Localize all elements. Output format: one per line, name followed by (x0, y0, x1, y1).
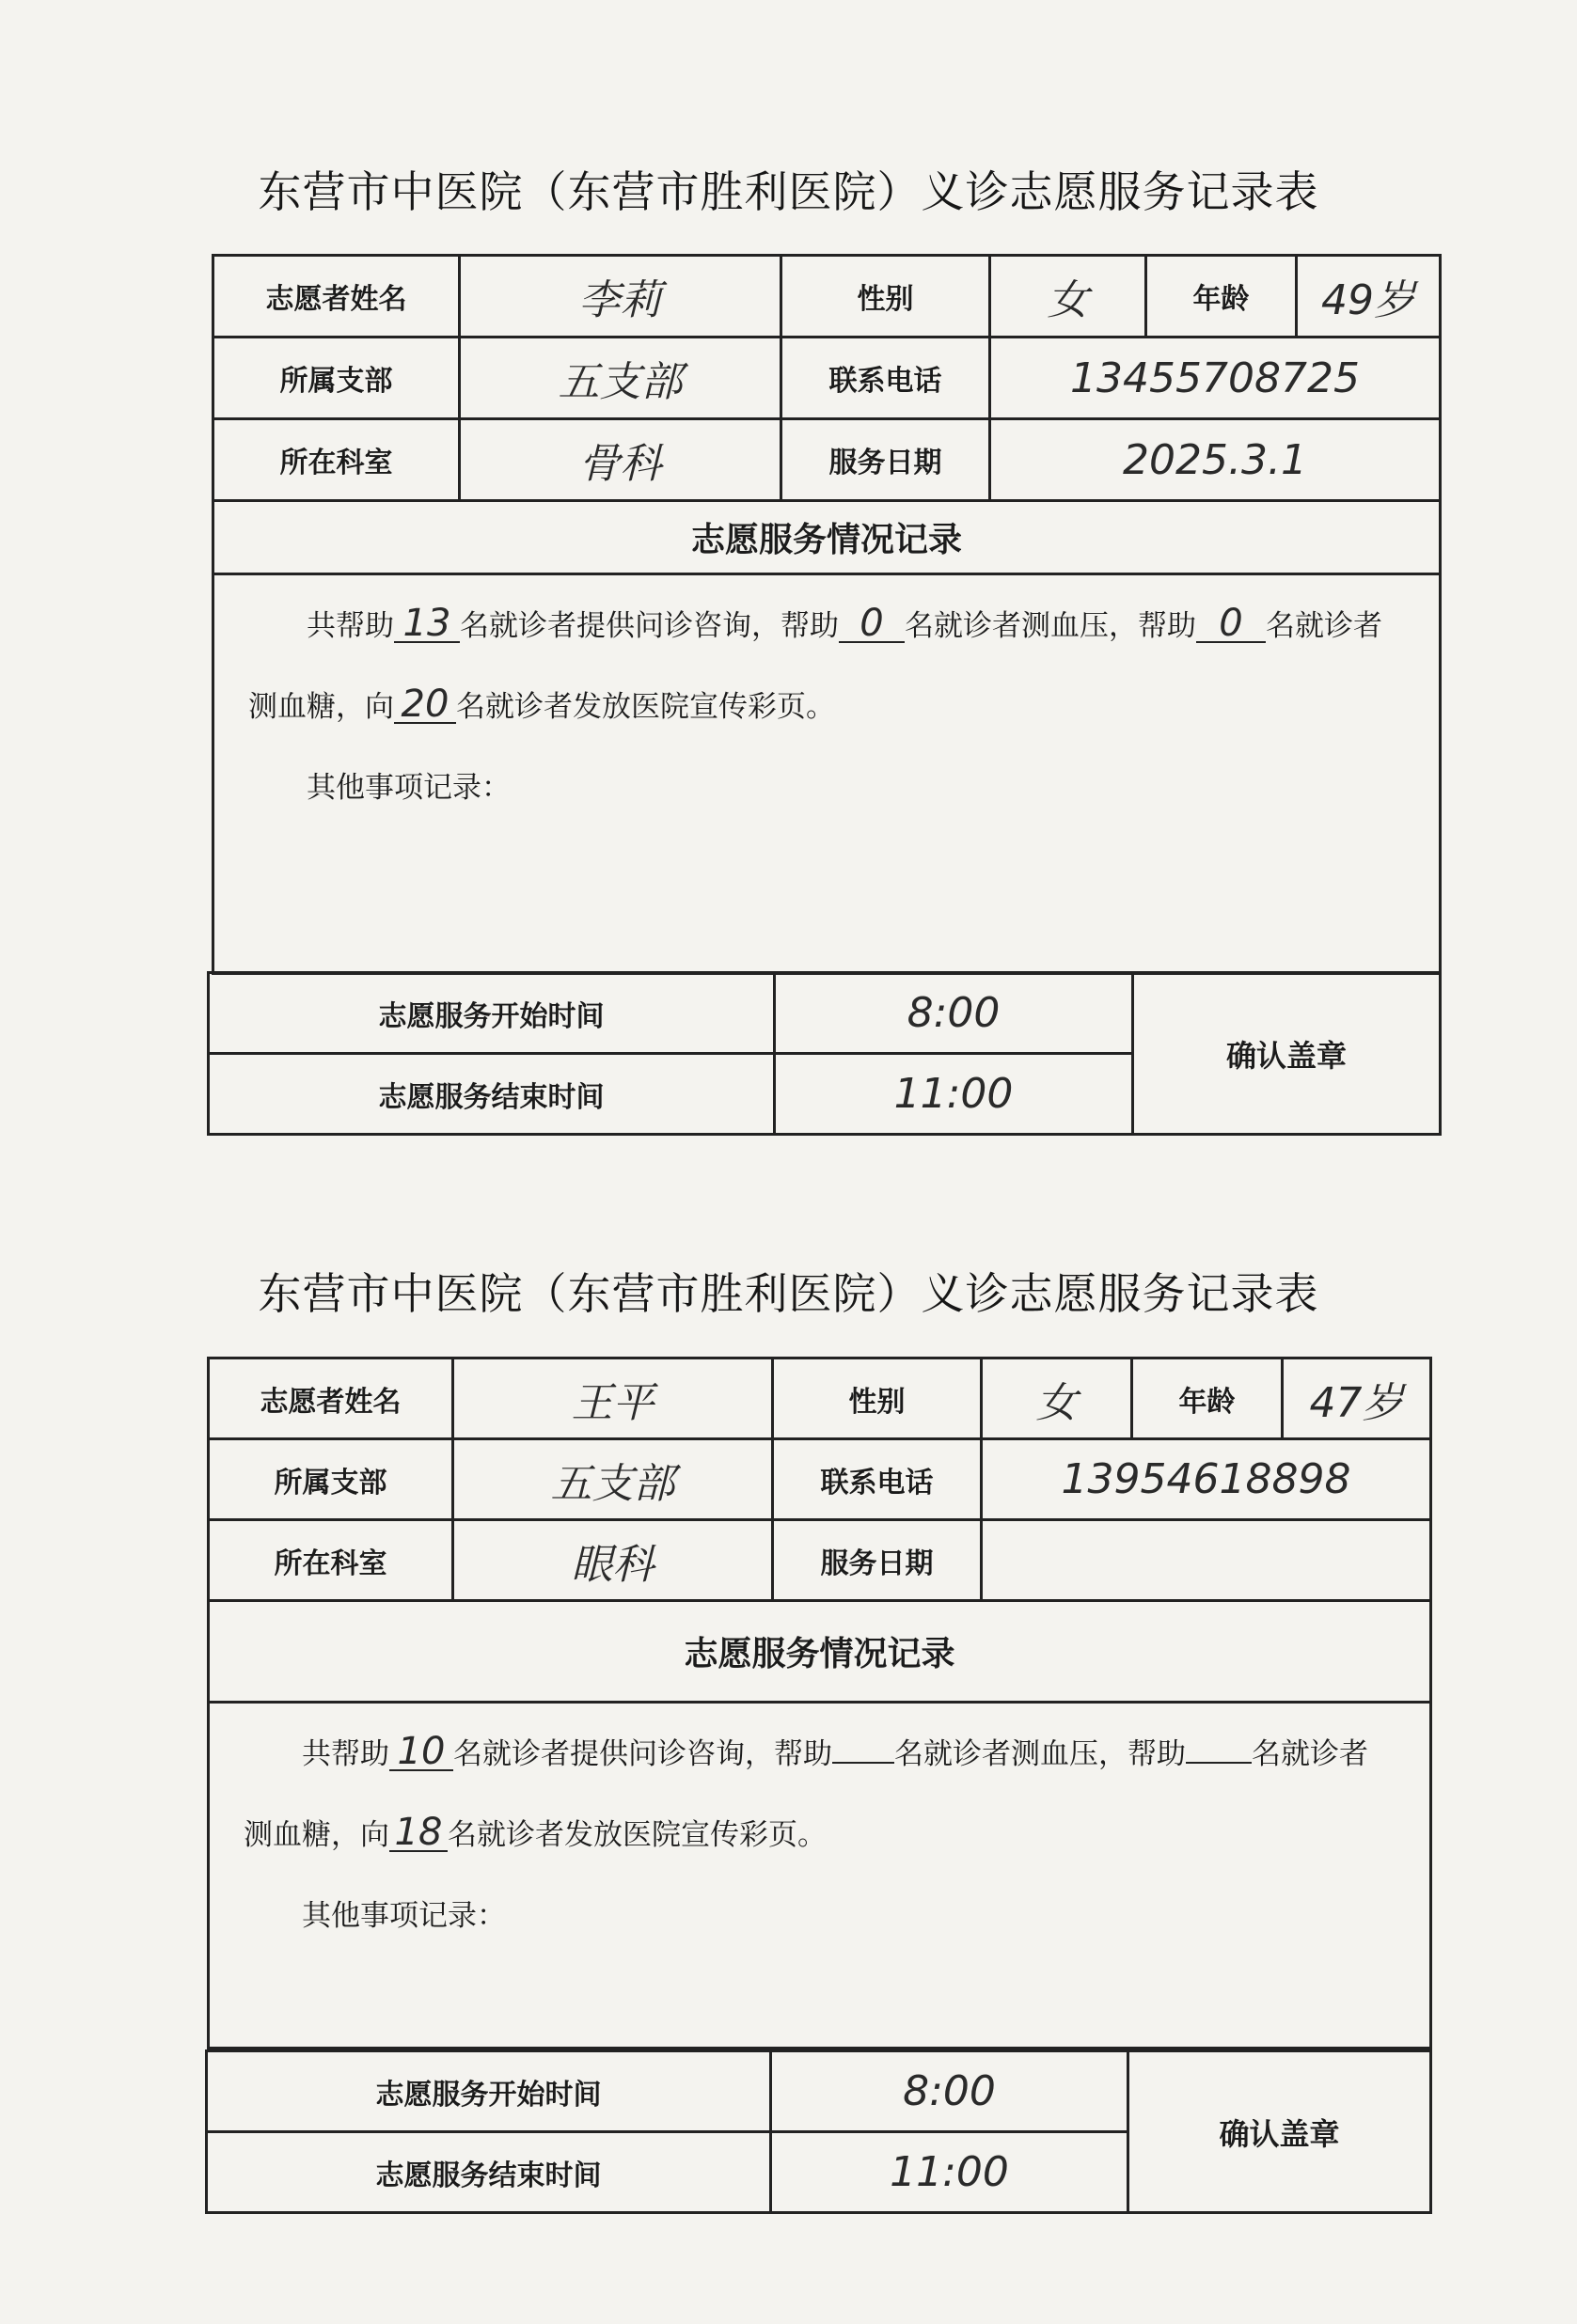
time-table (205, 2049, 1432, 2214)
record-line-2 (244, 1811, 827, 1853)
record-line-2 (248, 683, 835, 725)
text-leaflet: 名就诊者发放医院宣传彩页。 (448, 1818, 827, 1852)
label-phone: 联系电话 (773, 1439, 982, 1520)
phone-value[interactable]: 13455708725 (990, 338, 1441, 419)
form-title: 东营市中医院（东营市胜利医院）义诊志愿服务记录表 (258, 1268, 1319, 1319)
time-table (207, 971, 1442, 1136)
leaflet-count[interactable]: 20 (394, 686, 456, 724)
volunteer-name-value[interactable]: 李莉 (460, 256, 781, 338)
blood-sugar-count[interactable]: 0 (1196, 605, 1266, 643)
blood-sugar-count[interactable] (1186, 1762, 1252, 1764)
section-heading: 志愿服务情况记录 (213, 501, 1441, 574)
blood-pressure-count[interactable] (832, 1762, 894, 1764)
form-title: 东营市中医院（东营市胜利医院）义诊志愿服务记录表 (258, 166, 1319, 217)
age-value[interactable]: 47岁 (1283, 1358, 1431, 1439)
seal-cell: 确认盖章 (1128, 2051, 1431, 2213)
consult-count[interactable]: 13 (394, 605, 460, 643)
label-volunteer-name: 志愿者姓名 (213, 256, 460, 338)
text-blood-sugar: 测血糖，向 (244, 1818, 389, 1852)
phone-value[interactable]: 13954618898 (982, 1439, 1431, 1520)
label-volunteer-name: 志愿者姓名 (209, 1358, 453, 1439)
label-branch: 所属支部 (213, 338, 460, 419)
start-time-value[interactable]: 8:00 (771, 2051, 1128, 2132)
service-date-value[interactable]: 2025.3.1 (990, 419, 1441, 501)
other-notes-label: 其他事项记录： (302, 1899, 506, 1933)
text-blood-pressure: 名就诊者测血压，帮助 (905, 609, 1196, 643)
record-table (212, 254, 1442, 975)
record-table (207, 1357, 1432, 2049)
label-end-time: 志愿服务结束时间 (207, 2132, 771, 2213)
label-gender: 性别 (781, 256, 990, 338)
gender-value[interactable]: 女 (990, 256, 1146, 338)
label-service-date: 服务日期 (781, 419, 990, 501)
text-patients: 名就诊者 (1252, 1737, 1368, 1771)
department-value[interactable]: 眼科 (453, 1520, 773, 1601)
seal-cell: 确认盖章 (1133, 973, 1441, 1135)
label-age: 年龄 (1146, 256, 1297, 338)
end-time-value[interactable]: 11:00 (771, 2132, 1128, 2213)
text-help-prefix: 共帮助 (307, 609, 394, 643)
label-start-time: 志愿服务开始时间 (207, 2051, 771, 2132)
label-age: 年龄 (1132, 1358, 1283, 1439)
text-blood-sugar: 测血糖，向 (248, 690, 394, 724)
branch-value[interactable]: 五支部 (453, 1439, 773, 1520)
label-service-date: 服务日期 (773, 1520, 982, 1601)
text-consult: 名就诊者提供问诊咨询，帮助 (460, 609, 839, 643)
section-heading: 志愿服务情况记录 (209, 1601, 1431, 1703)
volunteer-name-value[interactable]: 王平 (453, 1358, 773, 1439)
gender-value[interactable]: 女 (982, 1358, 1132, 1439)
text-consult: 名就诊者提供问诊咨询，帮助 (453, 1737, 832, 1771)
service-date-value[interactable] (982, 1520, 1431, 1601)
label-gender: 性别 (773, 1358, 982, 1439)
consult-count[interactable]: 10 (389, 1734, 453, 1771)
text-patients: 名就诊者 (1266, 609, 1382, 643)
age-value[interactable]: 49岁 (1297, 256, 1441, 338)
label-phone: 联系电话 (781, 338, 990, 419)
service-record-area (209, 1703, 1431, 2049)
label-end-time: 志愿服务结束时间 (209, 1054, 775, 1135)
label-branch: 所属支部 (209, 1439, 453, 1520)
text-help-prefix: 共帮助 (302, 1737, 389, 1771)
leaflet-count[interactable]: 18 (389, 1814, 448, 1852)
record-line-1 (302, 1730, 1368, 1772)
label-start-time: 志愿服务开始时间 (209, 973, 775, 1054)
start-time-value[interactable]: 8:00 (775, 973, 1133, 1054)
branch-value[interactable]: 五支部 (460, 338, 781, 419)
blood-pressure-count[interactable]: 0 (839, 605, 905, 643)
text-leaflet: 名就诊者发放医院宣传彩页。 (456, 690, 835, 724)
label-department: 所在科室 (209, 1520, 453, 1601)
service-record-area (213, 574, 1441, 974)
label-department: 所在科室 (213, 419, 460, 501)
end-time-value[interactable]: 11:00 (775, 1054, 1133, 1135)
text-blood-pressure: 名就诊者测血压，帮助 (894, 1737, 1186, 1771)
department-value[interactable]: 骨科 (460, 419, 781, 501)
other-notes-label: 其他事项记录： (307, 771, 511, 805)
record-line-1 (307, 602, 1382, 644)
